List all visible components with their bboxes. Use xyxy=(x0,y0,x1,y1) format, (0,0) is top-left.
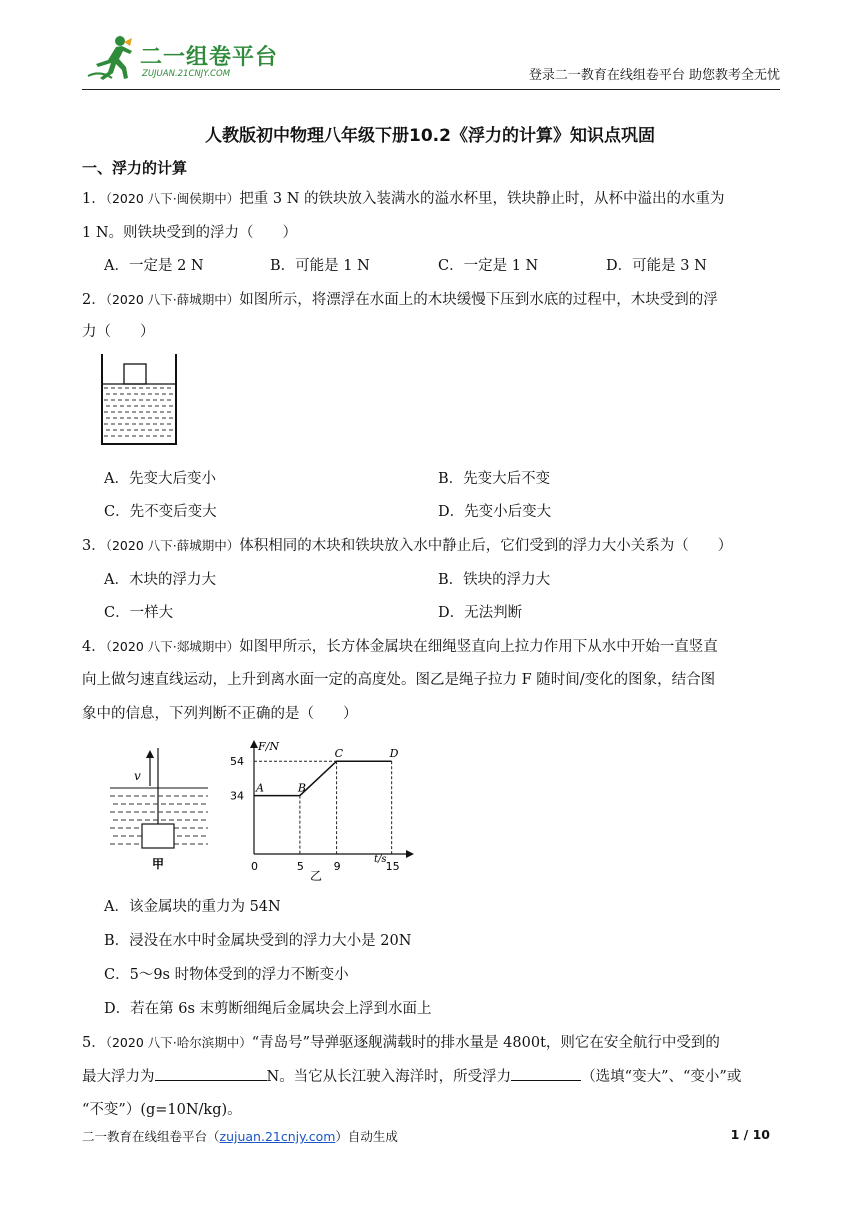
q4-text: 如图甲所示，长方体金属块在细绳竖直向上拉力作用下从水中开始一直竖直 xyxy=(239,639,718,655)
footer-text-a: 二一教育在线组卷平台（ xyxy=(82,1129,220,1144)
q3-source: （2020 八下·薛城期中） xyxy=(105,538,240,553)
q1-option-b[interactable]: B．可能是 1 N xyxy=(270,258,370,274)
q1-line2: 1 N。则铁块受到的浮力（ ） xyxy=(82,225,298,241)
point-label-C: C xyxy=(334,747,344,761)
q3-option-d[interactable]: D．无法判断 xyxy=(438,605,523,621)
runner-logo-icon xyxy=(86,34,136,80)
x-tick-15: 15 xyxy=(385,860,400,873)
logo-url: ZUJUAN.21CNJY.COM xyxy=(142,69,231,79)
q5-text-b: N。当它从长江驶入海洋时，所受浮力 xyxy=(266,1069,512,1085)
q1-number: 1． xyxy=(82,191,106,207)
q5-text: “青岛号”导弹驱逐舰满载时的排水量是 4800t，则它在安全航行中受到的 xyxy=(251,1035,720,1051)
q3-line1 xyxy=(82,534,732,555)
y-tick-54: 54 xyxy=(230,755,244,769)
x-tick-9: 9 xyxy=(333,860,341,873)
chart-ylabel: F/N xyxy=(258,740,279,753)
q5-line3: “不变”）(g=10N/kg)。 xyxy=(82,1102,242,1118)
logo-text: 二一组卷平台 xyxy=(140,45,279,70)
q5-text-c: （选填“变大”、“变小”或 xyxy=(581,1069,742,1085)
q4-line1 xyxy=(82,635,718,656)
q1-option-c[interactable]: C．一定是 1 N xyxy=(438,258,539,274)
series-line xyxy=(254,761,392,795)
q4-line3: 象中的信息，下列判断不正确的是（ ） xyxy=(82,706,358,722)
q4-source: （2020 八下·郯城期中） xyxy=(105,639,240,654)
q2-option-d[interactable]: D．先变小后变大 xyxy=(438,504,552,520)
figure-jia-label: 甲 xyxy=(152,857,165,871)
x-tick-0: 0 xyxy=(251,860,258,873)
q4-number: 4． xyxy=(82,639,106,655)
q5-line2 xyxy=(82,1065,741,1086)
q4-option-b[interactable]: B．浸没在水中时金属块受到的浮力大小是 20N xyxy=(104,933,412,949)
q2-option-a[interactable]: A．先变大后变小 xyxy=(104,471,216,487)
chart-xlabel: t/s xyxy=(374,854,387,865)
q1-source: （2020 八下·闽侯期中） xyxy=(105,191,240,206)
q2-source: （2020 八下·薛城期中） xyxy=(105,292,240,307)
q3-option-b[interactable]: B．铁块的浮力大 xyxy=(438,572,551,588)
footer-link[interactable]: zujuan.21cnjy.com xyxy=(219,1129,336,1144)
header-divider xyxy=(82,89,780,90)
q3-number: 3． xyxy=(82,538,106,554)
section-heading: 一、浮力的计算 xyxy=(82,159,188,177)
footer-text-b: ）自动生成 xyxy=(335,1129,398,1144)
q1-option-d[interactable]: D．可能是 3 N xyxy=(606,258,707,274)
q4-option-d[interactable]: D．若在第 6s 末剪断细绳后金属块会上浮到水面上 xyxy=(104,1001,432,1017)
q5-number: 5． xyxy=(82,1035,106,1051)
q3-option-a[interactable]: A．木块的浮力大 xyxy=(104,572,216,588)
q2-line2: 力（ ） xyxy=(82,324,155,340)
page-title: 人教版初中物理八年级下册10.2《浮力的计算》知识点巩固 xyxy=(205,126,655,146)
page-number: 1 / 10 xyxy=(730,1127,770,1142)
q2-option-b[interactable]: B．先变大后不变 xyxy=(438,471,551,487)
q3-text: 体积相同的木块和铁块放入水中静止后，它们受到的浮力大小关系为（ ） xyxy=(239,538,733,554)
q1-line1 xyxy=(82,187,725,208)
q4-figure-jia xyxy=(106,748,216,872)
logo[interactable] xyxy=(82,34,282,82)
point-label-D: D xyxy=(389,747,399,761)
q1-option-a[interactable]: A．一定是 2 N xyxy=(104,258,204,274)
point-label-A: A xyxy=(256,781,264,795)
q1-text: 把重 3 N 的铁块放入装满水的溢水杯里，铁块静止时，从杯中溢出的水重为 xyxy=(239,191,725,207)
q5-line1 xyxy=(82,1031,720,1052)
q4-option-a[interactable]: A．该金属块的重力为 54N xyxy=(104,899,281,915)
q2-option-c[interactable]: C．先不变后变大 xyxy=(104,504,217,520)
q4-option-c[interactable]: C．5～9s 时物体受到的浮力不断变小 xyxy=(104,967,349,983)
velocity-label: v xyxy=(134,769,141,783)
y-tick-34: 34 xyxy=(230,789,244,803)
header-slogan: 登录二一教育在线组卷平台 助您教考全无忧 xyxy=(528,68,780,83)
q5-blank-2[interactable] xyxy=(511,1066,581,1081)
point-label-B: B xyxy=(297,781,306,795)
q2-text: 如图所示，将漂浮在水面上的木块缓慢下压到水底的过程中，木块受到的浮 xyxy=(239,292,718,308)
q2-number: 2． xyxy=(82,292,106,308)
footer-source xyxy=(82,1127,398,1145)
q2-line1 xyxy=(82,288,718,309)
x-tick-5: 5 xyxy=(296,860,304,873)
q5-blank-1[interactable] xyxy=(155,1066,267,1081)
q2-beaker-figure xyxy=(100,354,180,446)
q5-source: （2020 八下·哈尔滨期中） xyxy=(105,1035,252,1050)
q3-option-c[interactable]: C．一样大 xyxy=(104,605,174,621)
figure-yi-label: 乙 xyxy=(310,869,323,882)
q5-text-a: 最大浮力为 xyxy=(82,1069,155,1085)
q4-line2: 向上做匀速直线运动，上升到离水面一定的高度处。图乙是绳子拉力 F 随时间/变化的图象，结合图 xyxy=(82,672,716,688)
q4-figure-yi-chart xyxy=(228,738,418,882)
